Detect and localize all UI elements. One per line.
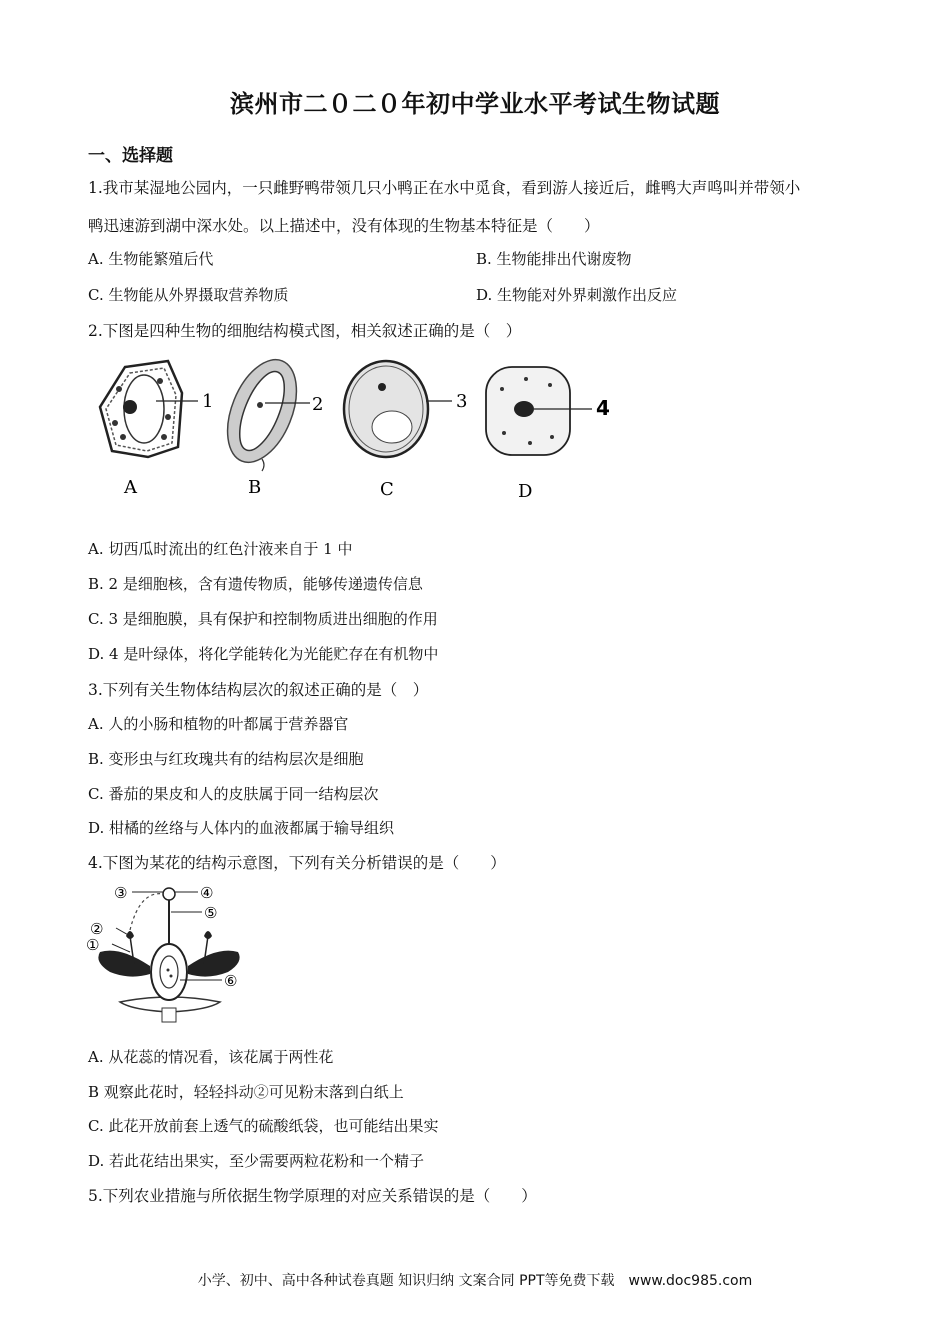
q2-option-a: A. 切西瓜时流出的红色汁液来自于 1 中 — [88, 540, 353, 558]
page-footer: 小学、初中、高中各种试卷真题 知识归纳 文案合同 PPT等免费下载 www.doc985.com — [197, 1273, 753, 1289]
flower-label-5: ⑤ — [204, 904, 218, 922]
flower-diagram — [84, 880, 254, 1026]
flower-label-6: ⑥ — [224, 972, 238, 990]
q1-option-d: D. 生物能对外界刺激作出反应 — [476, 286, 678, 304]
q1-option-a: A. 生物能繁殖后代 — [88, 250, 214, 268]
flower-label-1: ① — [86, 936, 100, 954]
q2-option-b: B. 2 是细胞核，含有遗传物质，能够传递遗传信息 — [88, 575, 423, 593]
section-heading: 一、选择题 — [88, 146, 173, 166]
q4-stem: 4.下图为某花的结构示意图，下列有关分析错误的是（ ） — [88, 854, 506, 872]
q3-option-b: B. 变形虫与红玫瑰共有的结构层次是细胞 — [88, 750, 364, 768]
q1-stem-line2: 鸭迅速游到湖中深水处。以上描述中，没有体现的生物基本特征是（ ） — [88, 217, 600, 235]
q4-option-d: D. 若此花结出果实，至少需要两粒花粉和一个精子 — [88, 1152, 425, 1170]
q1-option-b: B. 生物能排出代谢废物 — [476, 250, 632, 268]
cell-label-4: 4 — [596, 396, 610, 420]
flower-label-4: ④ — [200, 884, 214, 902]
flower-label-2: ② — [90, 920, 104, 938]
flower-label-3: ③ — [114, 884, 128, 902]
q3-option-c: C. 番茄的果皮和人的皮肤属于同一结构层次 — [88, 785, 379, 803]
q2-stem: 2.下图是四种生物的细胞结构模式图，相关叙述正确的是（ ） — [88, 322, 522, 340]
cell-letter-b: B — [248, 477, 262, 498]
cell-label-1: 1 — [202, 391, 214, 412]
cell-letter-d: D — [518, 481, 533, 502]
q2-option-c: C. 3 是细胞膜，具有保护和控制物质进出细胞的作用 — [88, 610, 438, 628]
q4-option-a: A. 从花蕊的情况看，该花属于两性花 — [88, 1048, 334, 1066]
q4-option-c: C. 此花开放前套上透气的硫酸纸袋，也可能结出果实 — [88, 1117, 439, 1135]
plant-cell-a — [100, 361, 198, 457]
animal-cell-d — [486, 367, 592, 455]
cell-letter-a: A — [124, 477, 137, 498]
page-title: 滨州市二０二０年初中学业水平考试生物试题 — [230, 90, 720, 118]
cell-label-2: 2 — [312, 394, 324, 415]
q3-option-a: A. 人的小肠和植物的叶都属于营养器官 — [88, 715, 349, 733]
yeast-cell-c — [344, 361, 452, 457]
bacterium-cell-b — [214, 355, 310, 472]
q3-stem: 3.下列有关生物体结构层次的叙述正确的是（ ） — [88, 681, 429, 699]
q1-stem-line1: 1.我市某湿地公园内，一只雌野鸭带领几只小鸭正在水中觅食，看到游人接近后，雌鸭大声鸣叫并带领小 — [88, 179, 801, 197]
q3-option-d: D. 柑橘的丝络与人体内的血液都属于输导组织 — [88, 819, 395, 837]
q4-option-b: B 观察此花时，轻轻抖动②可见粉末落到白纸上 — [88, 1083, 404, 1101]
q1-option-c: C. 生物能从外界摄取营养物质 — [88, 286, 289, 304]
cell-label-3: 3 — [456, 391, 468, 412]
q5-stem: 5.下列农业措施与所依据生物学原理的对应关系错误的是（ ） — [88, 1187, 537, 1205]
cell-diagrams — [90, 355, 620, 505]
q2-option-d: D. 4 是叶绿体，将化学能转化为光能贮存在有机物中 — [88, 645, 439, 663]
cell-letter-c: C — [380, 479, 394, 500]
